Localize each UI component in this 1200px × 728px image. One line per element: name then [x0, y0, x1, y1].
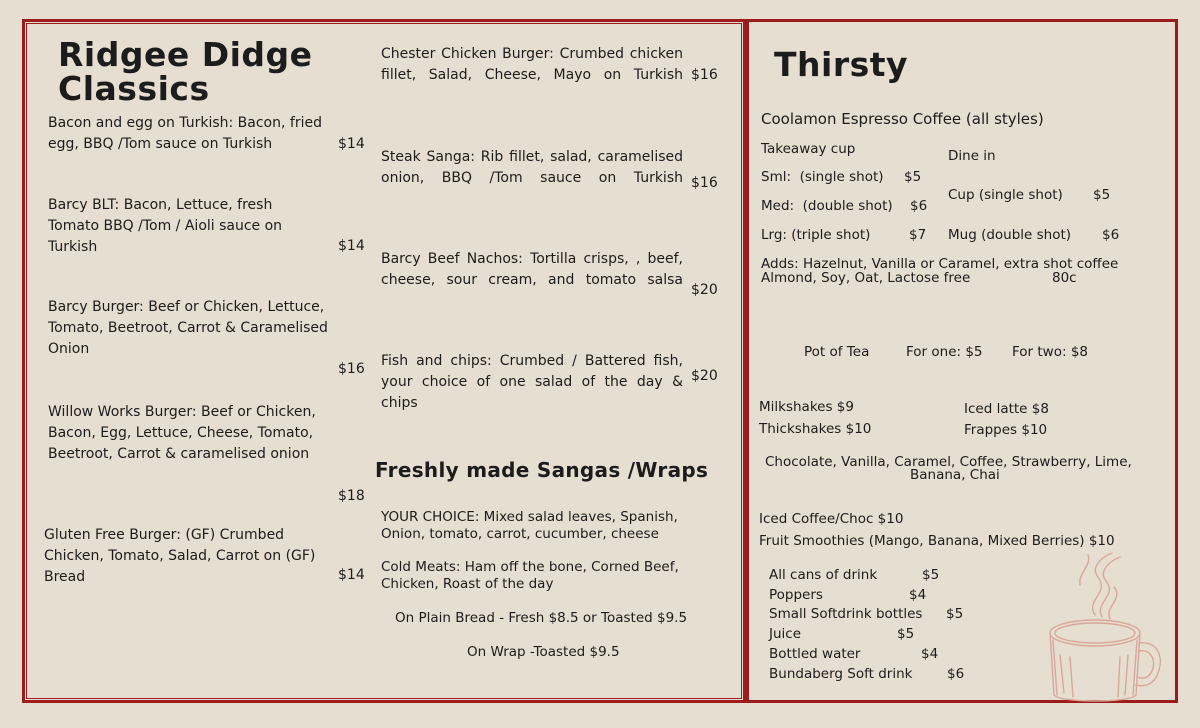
- title-line-1: Ridgee Didge: [58, 35, 313, 74]
- drink-label: Small Softdrink bottles: [769, 606, 923, 622]
- coffee-title: Coolamon Espresso Coffee (all styles): [761, 110, 1044, 128]
- menu-item-name: Gluten Free Burger: (GF) Crumbed Chicken, Tomato, Salad, Carrot on (GF) Bread: [44, 527, 316, 585]
- drink-price: $6: [947, 666, 965, 682]
- drink-price: $4: [909, 587, 927, 603]
- menu-item-name: Willow Works Burger: Beef or Chicken, Bacon, Egg, Lettuce, Cheese, Tomato, Beetroot, Carrot & caramelised onion: [48, 404, 316, 462]
- flavours-line-1: Chocolate, Vanilla, Caramel, Coffee, Strawberry, Lime,: [765, 454, 1132, 470]
- adds-line-1: Adds: Hazelnut, Vanilla or Caramel, extra shot coffee: [761, 256, 1119, 272]
- tea-two: For two: $8: [1012, 344, 1088, 360]
- menu-item-name: Bacon and egg on Turkish: Bacon, fried egg, BBQ /Tom sauce on Turkish: [48, 115, 322, 152]
- drink-label: Bundaberg Soft drink: [769, 666, 913, 682]
- menu-item-price: $14: [338, 567, 365, 583]
- section-title-thirsty: Thirsty: [774, 45, 909, 84]
- sangas-plain-bread: On Plain Bread - Fresh $8.5 or Toasted $9.5: [395, 610, 688, 626]
- menu-item-name: Barcy Burger: Beef or Chicken, Lettuce, Tomato, Beetroot, Carrot & Caramelised Onion: [48, 299, 328, 357]
- drink-label: Juice: [769, 626, 802, 642]
- menu-item-name: Barcy BLT: Bacon, Lettuce, fresh Tomato BBQ /Tom / Aioli sauce on Turkish: [48, 197, 283, 255]
- adds-line-2: Almond, Soy, Oat, Lactose free: [761, 270, 971, 286]
- menu-item-price: $14: [338, 136, 365, 152]
- menu-item-price: $16: [691, 67, 718, 83]
- sangas-wrap: On Wrap -Toasted $9.5: [467, 644, 620, 660]
- menu-item-price: $14: [338, 238, 365, 254]
- flavours-line-2: Banana, Chai: [910, 467, 1000, 483]
- milkshakes: Milkshakes $9: [759, 399, 854, 415]
- sangas-cold-meats: Cold Meats: Ham off the bone, Corned Beef, Chicken, Roast of the day: [381, 559, 679, 592]
- dinein-heading: Dine in: [948, 148, 996, 164]
- section-title-classics: [58, 35, 358, 108]
- iced-latte: Iced latte $8: [964, 401, 1049, 417]
- smoothies: Fruit Smoothies (Mango, Banana, Mixed Berries) $10: [759, 533, 1115, 549]
- drink-price: $5: [897, 626, 915, 642]
- thickshakes: Thickshakes $10: [759, 421, 872, 437]
- drink-label: Poppers: [769, 587, 823, 603]
- takeaway-heading: Takeaway cup: [761, 141, 856, 157]
- sangas-choice: YOUR CHOICE: Mixed salad leaves, Spanish, Onion, tomato, carrot, cucumber, cheese: [381, 509, 678, 542]
- menu-item-price: $16: [691, 175, 718, 191]
- menu-item-price: $16: [338, 361, 365, 377]
- takeaway-row-label: Lrg: (triple shot): [761, 227, 871, 243]
- dinein-row-price: $6: [1102, 227, 1120, 243]
- title-line-2: Classics: [58, 69, 210, 108]
- menu-item-price: $20: [691, 368, 718, 384]
- tea-one: For one: $5: [906, 344, 983, 360]
- dinein-row-label: Cup (single shot): [948, 187, 1063, 203]
- dinein-row-label: Mug (double shot): [948, 227, 1072, 243]
- takeaway-row-price: $7: [909, 227, 927, 243]
- menu-item-name: Steak Sanga: Rib fillet, salad, caramelised onion, BBQ /Tom sauce on Turkish: [381, 149, 683, 186]
- menu-item-price: $20: [691, 282, 718, 298]
- sangas-title: Freshly made Sangas /Wraps: [375, 458, 709, 482]
- coffee-mug-icon: [1040, 545, 1165, 705]
- tea-label: Pot of Tea: [804, 344, 870, 360]
- frappes: Frappes $10: [964, 422, 1048, 438]
- menu-item-price: $18: [338, 488, 365, 504]
- menu-item-name: Barcy Beef Nachos: Tortilla crisps, , beef, cheese, sour cream, and tomato salsa: [381, 251, 683, 288]
- takeaway-row-label: Med: (double shot): [761, 198, 893, 214]
- menu-item-name: Fish and chips: Crumbed / Battered fish, your choice of one salad of the day & chips: [381, 353, 683, 411]
- takeaway-row-price: $6: [910, 198, 928, 214]
- iced-coffee: Iced Coffee/Choc $10: [759, 511, 904, 527]
- adds-price: 80c: [1052, 270, 1077, 286]
- dinein-row-price: $5: [1093, 187, 1111, 203]
- drink-price: $4: [921, 646, 939, 662]
- takeaway-row-label: Sml: (single shot): [761, 169, 884, 185]
- takeaway-row-price: $5: [904, 169, 922, 185]
- drink-label: Bottled water: [769, 646, 861, 662]
- menu-item-name: Chester Chicken Burger: Crumbed chicken fillet, Salad, Cheese, Mayo on Turkish: [381, 46, 683, 83]
- drink-label: All cans of drink: [769, 567, 878, 583]
- drink-price: $5: [946, 606, 964, 622]
- drink-price: $5: [922, 567, 940, 583]
